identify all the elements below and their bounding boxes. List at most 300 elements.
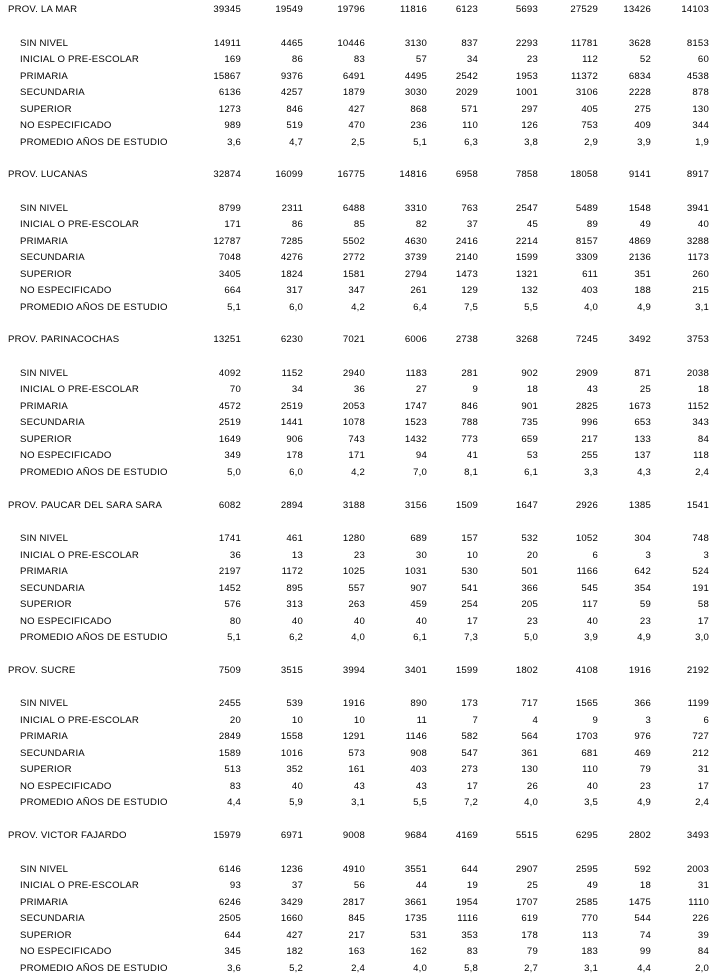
cell-col-3: 36 [353, 384, 365, 396]
cell-col-8: 3 [645, 714, 651, 726]
cell-col-1: 32874 [213, 169, 241, 181]
cell-col-2: 86 [291, 54, 303, 65]
education-level-row-label: SUPERIOR [20, 929, 72, 941]
cell-col-9: 3288 [686, 235, 709, 247]
cell-col-3: 1879 [342, 87, 365, 98]
cell-col-7: 40 [586, 780, 598, 792]
education-level-row-label: NO ESPECIFICADO [20, 615, 112, 627]
cell-col-9: 3941 [686, 202, 709, 214]
cell-col-5: 7,5 [464, 301, 478, 313]
cell-col-4: 1735 [404, 913, 427, 924]
cell-col-2: 6,0 [289, 301, 303, 313]
education-level-row-label: SECUNDARIA [20, 417, 85, 429]
cell-col-8: 3,9 [637, 136, 651, 148]
education-level-row [0, 119, 712, 133]
cell-col-7: 770 [581, 913, 598, 924]
cell-col-8: 544 [634, 913, 651, 924]
cell-col-3: 845 [348, 913, 365, 924]
cell-col-9: 4538 [686, 70, 709, 82]
cell-col-4: 30 [415, 549, 427, 561]
province-total-row [0, 168, 712, 182]
education-level-row-label: INICIAL O PRE-ESCOLAR [20, 714, 139, 726]
cell-col-3: 10 [353, 714, 365, 726]
cell-col-4: 11 [416, 714, 427, 726]
cell-col-5: 9 [472, 384, 478, 396]
cell-col-6: 3268 [515, 334, 538, 346]
education-level-row [0, 945, 712, 959]
cell-col-9: 1,9 [695, 136, 709, 148]
cell-col-8: 133 [634, 433, 651, 445]
cell-col-4: 1031 [404, 566, 427, 578]
cell-col-6: 45 [526, 219, 538, 231]
cell-col-8: 409 [634, 120, 651, 131]
cell-col-2: 5,2 [289, 962, 303, 974]
cell-col-5: 6123 [455, 4, 478, 15]
cell-col-7: 8157 [575, 235, 598, 247]
cell-col-6: 130 [521, 764, 538, 776]
cell-col-3: 427 [348, 103, 365, 115]
cell-col-7: 117 [582, 599, 598, 611]
cell-col-1: 1589 [218, 747, 241, 759]
cell-col-5: 353 [461, 929, 478, 941]
cell-col-7: 11781 [571, 37, 598, 49]
cell-col-4: 1432 [404, 433, 427, 445]
cell-col-4: 14816 [399, 169, 427, 181]
cell-col-9: 31 [697, 880, 709, 891]
cell-col-2: 539 [286, 698, 303, 710]
cell-col-6: 2293 [515, 37, 538, 49]
education-level-row [0, 582, 712, 596]
cell-col-3: 163 [348, 946, 365, 957]
cell-col-9: 191 [692, 582, 709, 594]
cell-col-7: 217 [581, 433, 598, 445]
cell-col-6: 361 [521, 747, 538, 759]
cell-col-9: 1173 [687, 252, 709, 264]
cell-col-9: 212 [692, 747, 709, 759]
cell-col-7: 611 [582, 268, 598, 280]
cell-col-6: 23 [526, 615, 538, 627]
cell-col-2: 86 [291, 219, 303, 231]
cell-col-5: 1509 [455, 499, 478, 511]
education-level-row-label: SIN NIVEL [20, 37, 69, 49]
cell-col-6: 1707 [515, 896, 538, 908]
cell-col-2: 34 [291, 384, 303, 396]
cell-col-4: 531 [410, 929, 427, 941]
cell-col-5: 2029 [455, 87, 478, 98]
cell-col-7: 403 [581, 285, 598, 297]
education-level-row [0, 367, 712, 381]
cell-col-1: 4,4 [227, 797, 241, 809]
cell-col-4: 261 [410, 285, 427, 297]
education-level-row [0, 235, 712, 249]
cell-col-1: 13251 [213, 334, 241, 346]
cell-col-1: 14911 [214, 37, 241, 49]
cell-col-1: 93 [229, 880, 241, 891]
cell-col-7: 753 [581, 120, 598, 131]
cell-col-7: 11372 [571, 70, 598, 82]
cell-col-7: 2,9 [584, 136, 598, 148]
cell-col-1: 664 [224, 285, 241, 297]
cell-col-9: 14103 [681, 4, 709, 15]
cell-col-7: 545 [581, 582, 598, 594]
cell-col-9: 260 [692, 268, 709, 280]
cell-col-1: 5,1 [227, 301, 241, 313]
cell-col-9: 118 [693, 450, 709, 462]
cell-col-1: 2849 [218, 731, 241, 743]
education-level-row [0, 796, 712, 810]
cell-col-3: 43 [353, 780, 365, 792]
cell-col-8: 6834 [628, 70, 651, 82]
cell-col-8: 4,3 [637, 466, 651, 478]
cell-col-4: 6006 [404, 334, 427, 346]
cell-col-7: 110 [582, 764, 598, 776]
cell-col-4: 7,0 [413, 466, 427, 478]
cell-col-1: 1452 [218, 582, 241, 594]
cell-col-2: 6230 [280, 334, 303, 346]
cell-col-5: 773 [461, 433, 478, 445]
education-level-row [0, 631, 712, 645]
cell-col-9: 226 [692, 913, 709, 924]
cell-col-3: 7021 [342, 334, 365, 346]
cell-col-6: 297 [521, 103, 538, 115]
cell-col-9: 2,4 [695, 797, 709, 809]
cell-col-1: 3,6 [227, 136, 241, 148]
cell-col-9: 2,4 [695, 466, 709, 478]
cell-col-8: 99 [639, 946, 651, 957]
cell-col-2: 4465 [280, 37, 303, 49]
cell-col-2: 1016 [280, 747, 303, 759]
cell-col-9: 1110 [688, 896, 709, 908]
cell-col-3: 1581 [342, 268, 365, 280]
cell-col-2: 1236 [280, 863, 303, 875]
cell-col-7: 1703 [575, 731, 598, 743]
cell-col-3: 85 [353, 219, 365, 231]
cell-col-5: 644 [461, 863, 478, 875]
cell-col-8: 4,9 [637, 301, 651, 313]
cell-col-9: 17 [697, 615, 709, 627]
education-level-row-label: SIN NIVEL [20, 533, 69, 545]
cell-col-3: 2817 [342, 896, 365, 908]
cell-col-4: 4,0 [413, 962, 427, 974]
cell-col-1: 2197 [218, 566, 241, 578]
cell-col-7: 7245 [575, 334, 598, 346]
cell-col-4: 3130 [404, 37, 427, 49]
cell-col-3: 1280 [342, 533, 365, 545]
cell-col-1: 8799 [218, 202, 241, 214]
cell-col-8: 592 [634, 863, 651, 875]
cell-col-5: 10 [466, 549, 478, 561]
cell-col-9: 727 [692, 731, 709, 743]
cell-col-7: 6 [592, 549, 598, 561]
cell-col-3: 83 [353, 54, 365, 65]
cell-col-4: 40 [415, 615, 427, 627]
cell-col-3: 1291 [342, 731, 365, 743]
cell-col-4: 689 [410, 533, 427, 545]
cell-col-2: 7285 [280, 235, 303, 247]
cell-col-7: 4108 [575, 664, 598, 676]
education-level-row-label: SIN NIVEL [20, 863, 69, 875]
cell-col-1: 171 [224, 219, 241, 231]
cell-col-3: 557 [348, 582, 365, 594]
cell-col-8: 137 [634, 450, 651, 462]
cell-col-6: 4,0 [524, 797, 538, 809]
cell-col-6: 18 [526, 384, 538, 396]
cell-col-6: 2907 [515, 863, 538, 875]
cell-col-5: 41 [466, 450, 478, 462]
cell-col-7: 3,5 [584, 797, 598, 809]
cell-col-1: 36 [229, 549, 241, 561]
cell-col-7: 40 [586, 615, 598, 627]
cell-col-6: 501 [521, 566, 538, 578]
cell-col-1: 7048 [218, 252, 241, 264]
cell-col-6: 717 [521, 698, 538, 710]
cell-col-3: 6488 [342, 202, 365, 214]
cell-col-6: 178 [521, 929, 538, 941]
cell-col-2: 906 [286, 433, 303, 445]
cell-col-1: 169 [224, 54, 241, 65]
cell-col-5: 837 [461, 37, 478, 49]
cell-col-8: 74 [639, 929, 651, 941]
cell-col-3: 1025 [342, 566, 365, 578]
cell-col-9: 3,0 [695, 632, 709, 644]
cell-col-4: 3551 [404, 863, 427, 875]
education-level-row [0, 615, 712, 629]
cell-col-3: 217 [348, 929, 365, 941]
cell-col-2: 4257 [280, 87, 303, 98]
cell-col-6: 619 [521, 913, 538, 924]
education-level-row [0, 53, 712, 67]
cell-col-9: 2192 [686, 664, 709, 676]
cell-col-5: 7 [472, 714, 478, 726]
cell-col-2: 895 [286, 582, 303, 594]
cell-col-4: 403 [410, 764, 427, 776]
cell-col-7: 2909 [575, 367, 598, 379]
cell-col-7: 9 [592, 714, 598, 726]
cell-col-2: 1172 [281, 566, 303, 578]
cell-col-4: 3310 [404, 202, 427, 214]
cell-col-5: 17 [466, 615, 478, 627]
education-level-row-label: SIN NIVEL [20, 698, 69, 710]
cell-col-1: 83 [229, 780, 241, 792]
cell-col-4: 236 [410, 120, 427, 131]
cell-col-7: 1052 [575, 533, 598, 545]
cell-col-5: 7,3 [464, 632, 478, 644]
cell-col-5: 4169 [455, 830, 478, 841]
education-level-row-label: NO ESPECIFICADO [20, 120, 112, 131]
cell-col-2: 40 [291, 615, 303, 627]
education-level-row [0, 400, 712, 414]
cell-col-1: 80 [229, 615, 241, 627]
cell-col-4: 3739 [404, 252, 427, 264]
cell-col-2: 6,0 [289, 466, 303, 478]
cell-col-6: 1647 [515, 499, 538, 511]
cell-col-9: 2003 [686, 863, 709, 875]
cell-col-1: 70 [229, 384, 241, 396]
cell-col-9: 84 [697, 433, 709, 445]
province-total-row-label: PROV. PARINACOCHAS [8, 334, 120, 346]
cell-col-6: 735 [521, 417, 538, 429]
cell-col-3: 1078 [342, 417, 365, 429]
cell-col-2: 10 [291, 714, 303, 726]
cell-col-8: 1385 [628, 499, 651, 511]
education-level-row-label: SUPERIOR [20, 764, 72, 776]
cell-col-8: 4,9 [637, 797, 651, 809]
cell-col-4: 27 [415, 384, 427, 396]
cell-col-4: 1523 [404, 417, 427, 429]
cell-col-6: 4 [532, 714, 538, 726]
cell-col-6: 6,1 [524, 466, 538, 478]
education-level-row [0, 763, 712, 777]
cell-col-9: 39 [697, 929, 709, 941]
cell-col-6: 20 [526, 549, 538, 561]
education-level-row-label: SECUNDARIA [20, 582, 85, 594]
cell-col-7: 2585 [575, 896, 598, 908]
cell-col-8: 469 [634, 747, 651, 759]
cell-col-3: 573 [348, 747, 365, 759]
cell-col-8: 1673 [628, 400, 651, 412]
cell-col-6: 5515 [515, 830, 538, 841]
cell-col-5: 110 [462, 120, 478, 131]
education-level-row-label: INICIAL O PRE-ESCOLAR [20, 880, 139, 891]
cell-col-3: 2053 [342, 400, 365, 412]
cell-col-2: 3515 [280, 664, 303, 676]
cell-col-6: 53 [526, 450, 538, 462]
cell-col-6: 1321 [515, 268, 538, 280]
cell-col-5: 2542 [455, 70, 478, 82]
cell-col-6: 366 [521, 582, 538, 594]
cell-col-5: 254 [461, 599, 478, 611]
cell-col-4: 82 [415, 219, 427, 231]
education-level-row [0, 37, 712, 51]
cell-col-4: 5,5 [413, 797, 427, 809]
cell-col-3: 161 [348, 764, 365, 776]
cell-col-1: 345 [224, 946, 241, 957]
cell-col-1: 989 [224, 120, 241, 131]
cell-col-7: 5489 [575, 202, 598, 214]
cell-col-7: 2825 [575, 400, 598, 412]
cell-col-8: 3 [645, 549, 651, 561]
education-level-row [0, 136, 712, 150]
province-total-row-label: PROV. SUCRE [8, 664, 76, 676]
cell-col-7: 3,9 [584, 632, 598, 644]
education-level-row-label: SECUNDARIA [20, 87, 85, 98]
province-total-row-label: PROV. PAUCAR DEL SARA SARA [8, 499, 163, 511]
cell-col-4: 6,4 [413, 301, 427, 313]
cell-col-6: 901 [521, 400, 538, 412]
cell-col-9: 60 [697, 54, 709, 65]
cell-col-7: 3,1 [584, 962, 598, 974]
cell-col-2: 2519 [280, 400, 303, 412]
cell-col-6: 132 [521, 285, 538, 297]
cell-col-9: 524 [692, 566, 709, 578]
cell-col-2: 182 [286, 946, 303, 957]
cell-col-8: 52 [639, 54, 651, 65]
cell-col-3: 1916 [342, 698, 365, 710]
cell-col-2: 19549 [275, 4, 303, 15]
cell-col-3: 16775 [337, 169, 365, 181]
cell-col-5: 281 [461, 367, 478, 379]
cell-col-7: 3,3 [584, 466, 598, 478]
cell-col-6: 5,5 [524, 301, 538, 313]
cell-col-1: 513 [224, 764, 241, 776]
cell-col-3: 23 [353, 549, 365, 561]
cell-col-7: 89 [586, 219, 598, 231]
cell-col-5: 1599 [455, 664, 478, 676]
cell-col-5: 19 [466, 880, 478, 891]
cell-col-8: 2136 [628, 252, 651, 264]
cell-col-3: 2,5 [351, 136, 365, 148]
cell-col-1: 6246 [218, 896, 241, 908]
cell-col-5: 6,3 [464, 136, 478, 148]
cell-col-3: 2940 [342, 367, 365, 379]
cell-col-8: 4869 [628, 235, 651, 247]
cell-col-9: 31 [697, 764, 709, 776]
education-level-row-label: PRIMARIA [20, 566, 68, 578]
cell-col-8: 4,4 [637, 962, 651, 974]
cell-col-3: 4,2 [351, 301, 365, 313]
cell-col-8: 871 [634, 367, 651, 379]
cell-col-6: 7858 [515, 169, 538, 181]
cell-col-1: 576 [224, 599, 241, 611]
cell-col-6: 23 [526, 54, 538, 65]
cell-col-8: 4,9 [637, 632, 651, 644]
cell-col-7: 18058 [570, 169, 598, 181]
cell-col-5: 7,2 [464, 797, 478, 809]
cell-col-3: 6491 [342, 70, 365, 82]
cell-col-8: 354 [634, 582, 651, 594]
education-level-row [0, 697, 712, 711]
cell-col-6: 902 [521, 367, 538, 379]
cell-col-5: 8,1 [464, 466, 478, 478]
cell-col-8: 23 [639, 615, 651, 627]
cell-col-1: 3405 [218, 268, 241, 280]
cell-col-1: 7509 [218, 664, 241, 676]
cell-col-6: 79 [526, 946, 538, 957]
cell-col-9: 17 [697, 780, 709, 792]
education-level-row [0, 383, 712, 397]
education-level-row [0, 70, 712, 84]
cell-col-2: 317 [286, 285, 303, 297]
cell-col-8: 351 [634, 268, 651, 280]
cell-col-6: 659 [521, 433, 538, 445]
cell-col-1: 6082 [218, 499, 241, 511]
cell-col-5: 6958 [455, 169, 478, 181]
cell-col-5: 2140 [455, 252, 478, 264]
cell-col-4: 44 [415, 880, 427, 891]
cell-col-2: 1152 [281, 367, 303, 379]
cell-col-1: 1649 [218, 433, 241, 445]
cell-col-2: 1824 [280, 268, 303, 280]
province-total-row-label: PROV. LUCANAS [8, 169, 88, 181]
cell-col-7: 255 [581, 450, 598, 462]
cell-col-2: 352 [286, 764, 303, 776]
cell-col-2: 4276 [280, 252, 303, 264]
cell-col-9: 1152 [687, 400, 709, 412]
cell-col-9: 58 [697, 599, 709, 611]
cell-col-8: 976 [634, 731, 651, 743]
cell-col-7: 405 [581, 103, 598, 115]
cell-col-1: 6146 [218, 863, 241, 875]
cell-col-1: 4572 [218, 400, 241, 412]
cell-col-8: 79 [639, 764, 651, 776]
cell-col-8: 2228 [628, 87, 651, 98]
education-level-row-label: SUPERIOR [20, 268, 72, 280]
cell-col-8: 25 [639, 384, 651, 396]
cell-col-4: 459 [410, 599, 427, 611]
province-total-row-label: PROV. VICTOR FAJARDO [8, 830, 127, 841]
cell-col-9: 1541 [686, 499, 709, 511]
cell-col-6: 26 [526, 780, 538, 792]
